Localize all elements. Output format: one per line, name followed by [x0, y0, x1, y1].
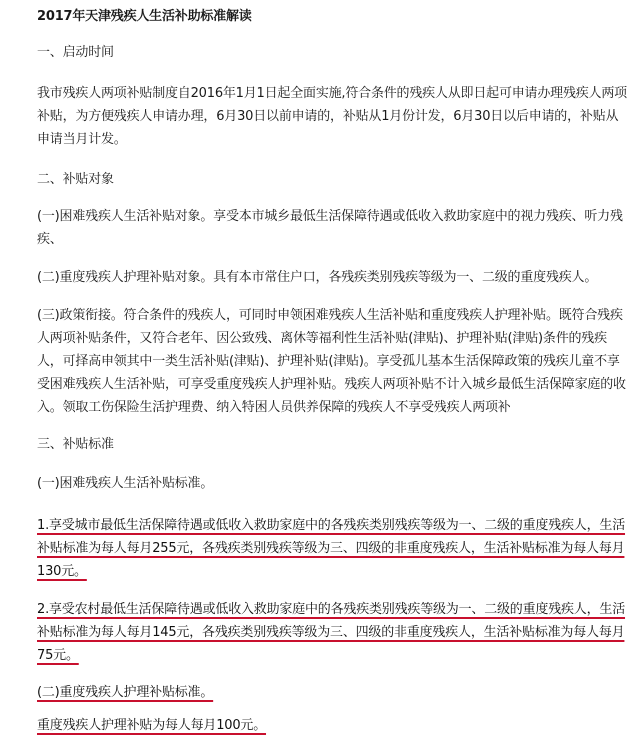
paragraph-target-1: (一)困难残疾人生活补贴对象。享受本市城乡最低生活保障待遇或低收入救助家庭中的视力残疾、听力残疾、 [37, 209, 623, 247]
paragraph-start-time: 我市残疾人两项补贴制度自2016年1月1日起全面实施,符合条件的残疾人从即日起可申请办理残疾人两项补贴，为方便残疾人申请办理，6月30日以前申请的，补贴从1月份计发，6月30日以后申请的，补贴从申请当月计发。 [37, 86, 627, 147]
rural-standard-text: 2.享受农村最低生活保障待遇或低收入救助家庭中的各残疾类别残疾等级为一、二级的重度残疾人，生活补贴标准为每人每月145元，各残疾类别残疾等级为三、四级的非重度残疾人，生活补贴标准为每人每月75元。 [37, 602, 626, 663]
section-heading-subsidy-standards: 三、补贴标准 [37, 437, 114, 452]
paragraph-rural-standard [37, 598, 627, 667]
nursing-standard-text: 重度残疾人护理补贴为每人每月100元。 [37, 718, 267, 733]
subheading-living-subsidy: (一)困难残疾人生活补贴标准。 [37, 476, 214, 491]
section-heading-start-time: 一、启动时间 [37, 45, 114, 60]
urban-standard-text: 1.享受城市最低生活保障待遇或低收入救助家庭中的各残疾类别残疾等级为一、二级的重度残疾人，生活补贴标准为每人每月255元，各残疾类别残疾等级为三、四级的非重度残疾人，生活补贴标准为每人每月130元。 [37, 518, 626, 579]
paragraph-nursing-standard [37, 714, 627, 737]
document-title: 2017年天津残疾人生活补助标准解读 [37, 9, 252, 24]
paragraph-target-2: (二)重度残疾人护理补贴对象。具有本市常住户口，各残疾类别残疾等级为一、二级的重度残疾人。 [37, 270, 598, 285]
section-heading-subsidy-targets: 二、补贴对象 [37, 172, 114, 187]
paragraph-policy-linkage: (三)政策衔接。符合条件的残疾人，可同时申领困难残疾人生活补贴和重度残疾人护理补贴。既符合残疾人两项补贴条件，又符合老年、因公致残、离休等福利性生活补贴(津贴)、护理补贴(津贴)条件的残疾人，可择高申领其中一类生活补贴(津贴)、护理补贴(津贴)。享受孤儿基本生活保障政策的残疾儿童不享受困难残疾人生活补贴，可享受重度残疾人护理补贴。残疾人两项补贴不计入城乡最低生活保障家庭的收入。领取工伤保险生活护理费、纳入特困人员供养保障的残疾人不享受残疾人两项补 [37, 308, 626, 415]
nursing-subheading-text: (二)重度残疾人护理补贴标准。 [37, 685, 214, 700]
paragraph-urban-standard [37, 514, 627, 583]
subheading-nursing-subsidy [37, 681, 627, 704]
